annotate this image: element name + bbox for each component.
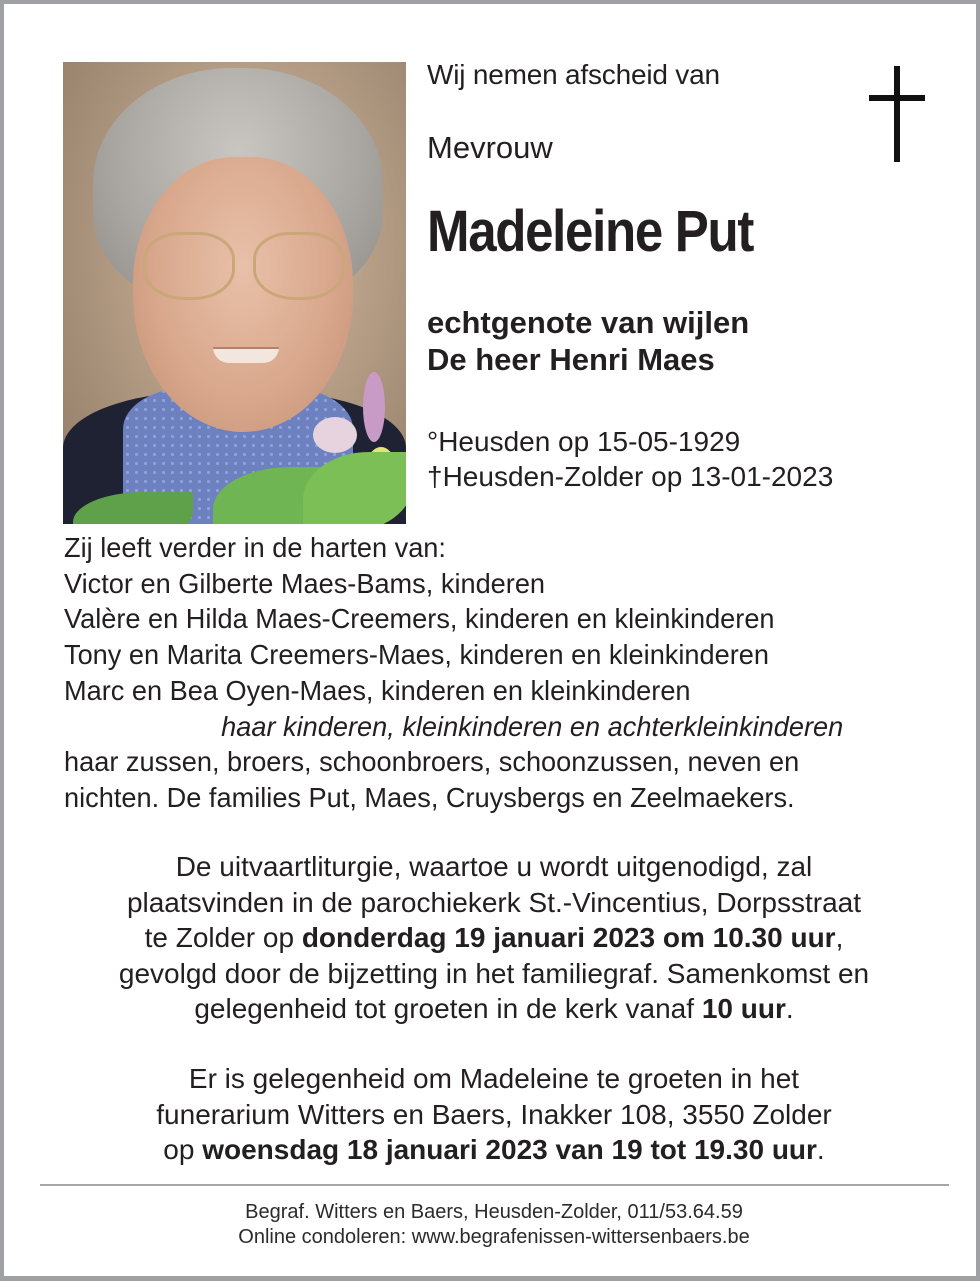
portrait-photo [63, 62, 406, 524]
ceremony-line-1: De uitvaartliturgie, waartoe u wordt uitgenodigd, zal [175, 851, 813, 882]
footer-divider [40, 1184, 949, 1186]
deceased-name: Madeleine Put [427, 199, 754, 264]
ceremony-line-2: plaatsvinden in de parochiekerk St.-Vincentius, Dorpsstraat [126, 886, 862, 918]
photo-glasses-right [253, 232, 345, 300]
spouse-info [427, 304, 749, 378]
life-dates [427, 424, 833, 494]
honorific: Mevrouw [427, 130, 553, 165]
photo-flower [313, 417, 357, 453]
visitation-info [44, 1061, 944, 1168]
ceremony-info [44, 849, 944, 1027]
birth-date: °Heusden op 15-05-1929 [427, 426, 741, 457]
survivor-line: Marc en Bea Oyen-Maes, kinderen en kleinkinderen [64, 674, 691, 706]
visitation-datetime: woensdag 18 januari 2023 van 19 tot 19.30 uur [202, 1134, 817, 1165]
funeral-home-contact: Begraf. Witters en Baers, Heusden-Zolder, 011/53.64.59 [245, 1201, 743, 1223]
survivor-line: Victor en Gilberte Maes-Bams, kinderen [64, 567, 546, 599]
visitation-line-3: op woensdag 18 januari 2023 van 19 tot 19.30 uur. [163, 1134, 825, 1165]
photo-flower [363, 372, 385, 442]
photo-glasses-left [143, 232, 235, 300]
survivors-list [64, 530, 843, 816]
ceremony-line-3: te Zolder op donderdag 19 januari 2023 om 10.30 uur, [144, 922, 844, 953]
ceremony-line-5: gelegenheid tot groeten in de kerk vanaf 10 uur. [194, 993, 794, 1024]
spouse-line-1: echtgenote van wijlen [427, 305, 750, 340]
visitation-line-2: funerarium Witters en Baers, Inakker 108, 3550 Zolder [156, 1098, 832, 1130]
ceremony-line-4: gevolgd door de bijzetting in het familiegraf. Samenkomst en [118, 957, 870, 989]
death-date: †Heusden-Zolder op 13-01-2023 [427, 461, 834, 492]
online-condolence-link[interactable]: Online condoleren: www.begrafenissen-wittersenbaers.be [238, 1226, 750, 1248]
extended-family-line-2: nichten. De families Put, Maes, Cruysbergs en Zeelmaekers. [64, 781, 795, 813]
extended-family-line-1: haar zussen, broers, schoonbroers, schoonzussen, neven en [64, 746, 800, 778]
ceremony-datetime: donderdag 19 januari 2023 om 10.30 uur [301, 922, 836, 953]
visitation-line-1: Er is gelegenheid om Madeleine te groeten in het [188, 1063, 800, 1094]
survivors-intro: Zij leeft verder in de harten van: [64, 532, 446, 563]
grandchildren-line: haar kinderen, kleinkinderen en achterkleinkinderen [221, 710, 844, 742]
cross-icon [869, 66, 927, 162]
photo-smile [213, 347, 279, 363]
survivor-line: Tony en Marita Creemers-Maes, kinderen en kleinkinderen [64, 639, 769, 671]
funeral-home-footer [44, 1200, 944, 1250]
intro-text: Wij nemen afscheid van [427, 59, 720, 90]
survivor-line: Valère en Hilda Maes-Creemers, kinderen en kleinkinderen [64, 603, 775, 635]
gathering-time: 10 uur [701, 993, 786, 1024]
spouse-line-2: De heer Henri Maes [427, 342, 715, 377]
